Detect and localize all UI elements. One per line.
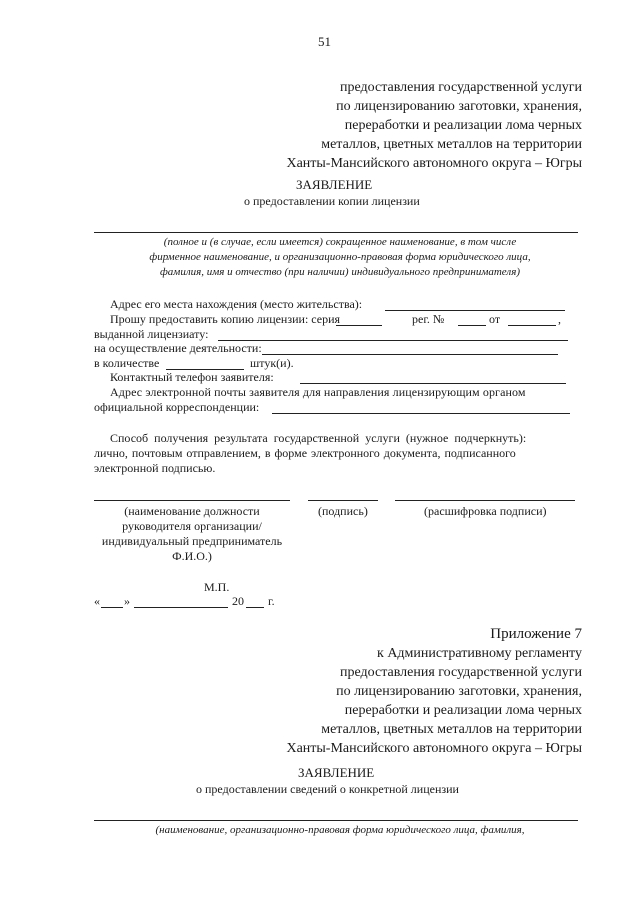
appendix-title: Приложение 7 xyxy=(490,626,582,642)
date-year-prefix: 20 xyxy=(232,594,244,608)
date-year-field[interactable] xyxy=(246,607,264,608)
issued-field[interactable] xyxy=(218,340,568,341)
address-field[interactable] xyxy=(385,310,565,311)
quantity-label: в количестве xyxy=(94,356,160,370)
copy-request-label: Прошу предоставить копию лицензии: серия xyxy=(110,312,341,326)
form2-caption: (наименование, организационно-правовая форма юридического лица, фамилия, xyxy=(155,824,525,836)
signature-caption: (подпись) xyxy=(318,504,368,518)
series-field[interactable] xyxy=(336,325,382,326)
date-close-quote: » xyxy=(124,594,130,608)
method-line2: лично, почтовым отправлением, в форме электронного документа, подписанного xyxy=(94,446,516,460)
appendix-header xyxy=(202,625,582,758)
name-caption-line2: фирменное наименование, и организационно-правовая форма юридического лица, xyxy=(149,251,531,263)
header-line: Ханты-Мансийского автономного округа – Югры xyxy=(286,156,582,171)
decoding-caption: (расшифровка подписи) xyxy=(424,504,547,518)
email-label-cont: официальной корреспонденции: xyxy=(94,400,260,414)
name-caption-line3: фамилия, имя и отчество (при наличии) индивидуального предпринимателя) xyxy=(159,266,520,278)
header-line: предоставления государственной услуги xyxy=(340,80,582,95)
form2-name-input-line[interactable] xyxy=(94,820,578,821)
stamp-place: М.П. xyxy=(204,580,230,594)
appendix-line: Ханты-Мансийского автономного округа – Югры xyxy=(286,741,582,756)
appendix-line: предоставления государственной услуги xyxy=(340,665,582,680)
form2-title: ЗАЯВЛЕНИЕ xyxy=(298,765,375,780)
quantity-unit: штук(и). xyxy=(250,356,294,370)
email-field[interactable] xyxy=(272,413,570,414)
date-month-field[interactable] xyxy=(134,607,228,608)
header-regulation-text xyxy=(202,78,582,173)
date-day-field[interactable] xyxy=(101,607,123,608)
reg-label: рег. № xyxy=(412,312,445,326)
method-line1: Способ получения результата государственной услуги (нужное подчеркнуть): xyxy=(110,431,527,445)
header-line: по лицензированию заготовки, хранения, xyxy=(336,99,582,114)
appendix-line: переработки и реализации лома черных xyxy=(344,703,582,718)
decoding-signature-line[interactable] xyxy=(395,500,575,501)
from-label: от xyxy=(489,312,501,326)
issued-label: выданной лицензиату: xyxy=(94,327,209,341)
position-caption-line: Ф.И.О.) xyxy=(172,549,212,563)
name-input-line[interactable] xyxy=(94,232,578,233)
email-label: Адрес электронной почты заявителя для направления лицензирующим органом xyxy=(110,385,526,399)
page-number: 51 xyxy=(318,34,331,49)
position-signature-line[interactable] xyxy=(94,500,290,501)
activity-field[interactable] xyxy=(262,354,558,355)
phone-field[interactable] xyxy=(300,383,566,384)
phone-label: Контактный телефон заявителя: xyxy=(110,370,274,384)
position-caption-line: индивидуальный предприниматель xyxy=(101,534,283,548)
from-date-field[interactable] xyxy=(508,325,556,326)
reg-number-field[interactable] xyxy=(458,325,486,326)
method-line3: электронной подписью. xyxy=(94,461,216,475)
header-line: металлов, цветных металлов на территории xyxy=(321,137,582,152)
position-caption-line: руководителя организации/ xyxy=(122,519,262,533)
date-open-quote: « xyxy=(94,594,100,608)
appendix-line: по лицензированию заготовки, хранения, xyxy=(336,684,582,699)
appendix-line: металлов, цветных металлов на территории xyxy=(321,722,582,737)
appendix-line: к Административному регламенту xyxy=(377,646,582,661)
position-caption xyxy=(94,504,290,564)
signature-line[interactable] xyxy=(308,500,378,501)
form1-subtitle: о предоставлении копии лицензии xyxy=(244,194,420,208)
comma: , xyxy=(558,312,561,326)
position-caption-line: (наименование должности xyxy=(124,504,260,518)
form1-title: ЗАЯВЛЕНИЕ xyxy=(296,177,373,192)
form2-subtitle: о предоставлении сведений о конкретной лицензии xyxy=(196,782,459,796)
address-label: Адрес его места нахождения (место жительства): xyxy=(110,297,363,311)
date-year-suffix: г. xyxy=(268,594,275,608)
activity-label: на осуществление деятельности: xyxy=(94,341,262,355)
name-caption-line1: (полное и (в случае, если имеется) сокращенное наименование, в том числе xyxy=(163,236,517,248)
header-line: переработки и реализации лома черных xyxy=(344,118,582,133)
